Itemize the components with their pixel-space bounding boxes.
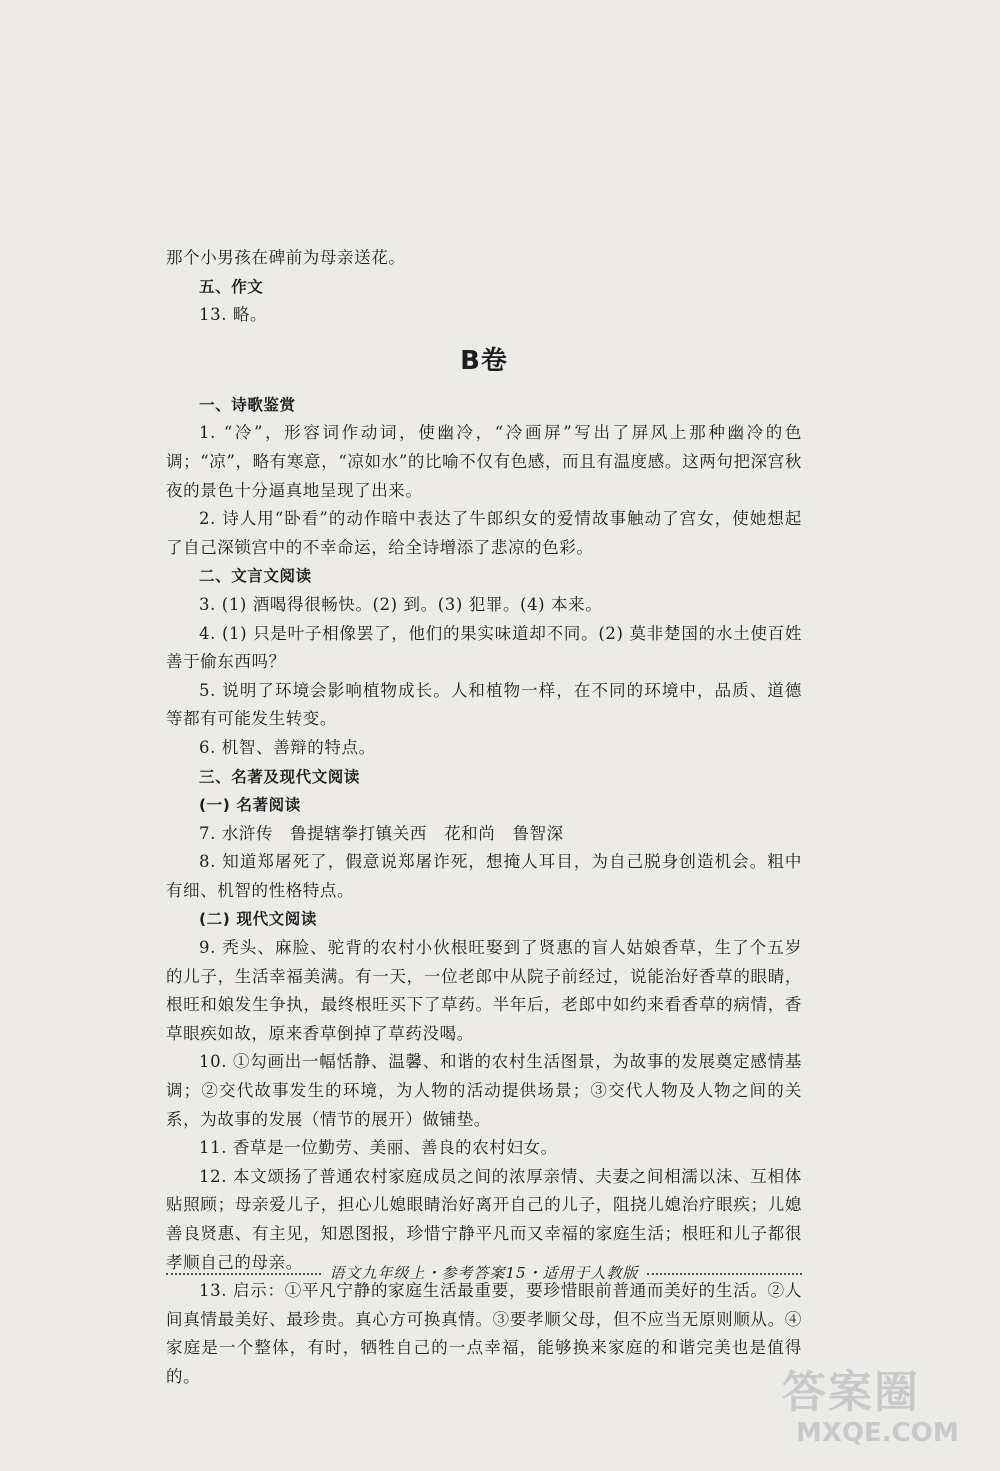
answer-paragraph: 5. 说明了环境会影响植物成长。人和植物一样，在不同的环境中，品质、道德等都有可能发生转变。	[166, 680, 802, 729]
section-heading: (一) 名著阅读	[199, 796, 301, 815]
section-heading: 二、文言文阅读	[199, 567, 312, 586]
section-heading: (二) 现代文阅读	[199, 910, 317, 929]
text-line-2: 13. 略。	[199, 305, 268, 325]
answer-paragraph: 4. (1) 只是叶子相像罢了，他们的果实味道却不同。(2) 莫非楚国的水土使百姓善于偷东西吗？	[166, 623, 802, 672]
section-heading-essay: 五、作文	[199, 277, 264, 296]
section-title: B卷	[460, 345, 508, 376]
answer-paragraph: 11. 香草是一位勤劳、美丽、善良的农村妇女。	[199, 1138, 558, 1158]
answer-paragraph: 10. ①勾画出一幅恬静、温馨、和谐的农村生活图景，为故事的发展奠定感情基调；②交代故事发生的环境，为人物的活动提供场景；③交代人物及人物之间的关系，为故事的发展（情节的展开）做铺垫。	[166, 1052, 802, 1129]
answer-content	[166, 244, 802, 1392]
answer-paragraph: 8. 知道郑屠死了，假意说郑屠诈死，想掩人耳目，为自己脱身创造机会。粗中有细、机智的性格特点。	[166, 852, 802, 900]
section-heading: 一、诗歌鉴赏	[199, 395, 296, 414]
answer-paragraph: 12. 本文颂扬了普通农村家庭成员之间的浓厚亲情、夫妻之间相濡以沫、互相体贴照顾；母亲爱儿子，担心儿媳眼睛治好离开自己的儿子，阻挠儿媳治疗眼疾；儿媳善良贤惠、有主见，知恩图报，珍惜宁静平凡而又幸福的家庭生活；根旺和儿子都很孝顺自己的母亲。	[166, 1166, 802, 1272]
text-line-0: 那个小男孩在碑前为母亲送花。	[166, 248, 406, 267]
footer-text: 语文九年级上・参考答案15・适用于人教版	[329, 1264, 639, 1282]
answer-paragraph: 2. 诗人用“卧看”的动作暗中表达了牛郎织女的爱情故事触动了宫女，使她想起了自己深锁宫中的不幸命运，给全诗增添了悲凉的色彩。	[166, 509, 802, 557]
answer-paragraph: 7. 水浒传 鲁提辖拳打镇关西 花和尚 鲁智深	[199, 823, 564, 843]
answer-paragraph: 13. 启示：①平凡宁静的家庭生活最重要，要珍惜眼前普通而美好的生活。②人间真情最美好、最珍贵。真心方可换真情。③要孝顺父母，但不应当无原则顺从。④家庭是一个整体，有时，牺牲自己的一点幸福，能够换来家庭的和谐完美也是值得的。	[166, 1281, 802, 1386]
page-footer	[166, 1262, 802, 1283]
watermark-url: MXQE.COM	[796, 1418, 959, 1448]
footer-rule-right	[647, 1273, 802, 1275]
footer-rule-left	[166, 1273, 321, 1275]
paragraph-list	[166, 391, 802, 1392]
section-heading: 三、名著及现代文阅读	[199, 767, 361, 786]
answer-paragraph: 6. 机智、善辩的特点。	[199, 737, 376, 757]
answer-paragraph: 3. (1) 酒喝得很畅快。(2) 到。(3) 犯罪。(4) 本来。	[199, 594, 603, 614]
watermark	[762, 1368, 972, 1460]
watermark-logo: 答案圈	[782, 1367, 920, 1418]
answer-paragraph: 1. “冷”，形容词作动词，使幽冷，“冷画屏”写出了屏风上那种幽冷的色调；“凉”，略有寒意，“凉如水”的比喻不仅有色感，而且有温度感。这两句把深宫秋夜的景色十分逼真地呈现了出来。	[166, 423, 802, 500]
answer-paragraph: 9. 秃头、麻脸、驼背的农村小伙根旺娶到了贤惠的盲人姑娘香草，生了个五岁的儿子，生活幸福美满。有一天，一位老郎中从院子前经过，说能治好香草的眼睛，根旺和娘发生争执，最终根旺买下了草药。半年后，老郎中如约来看香草的病情，香草眼疾如故，原来香草倒掉了草药没喝。	[166, 938, 802, 1043]
